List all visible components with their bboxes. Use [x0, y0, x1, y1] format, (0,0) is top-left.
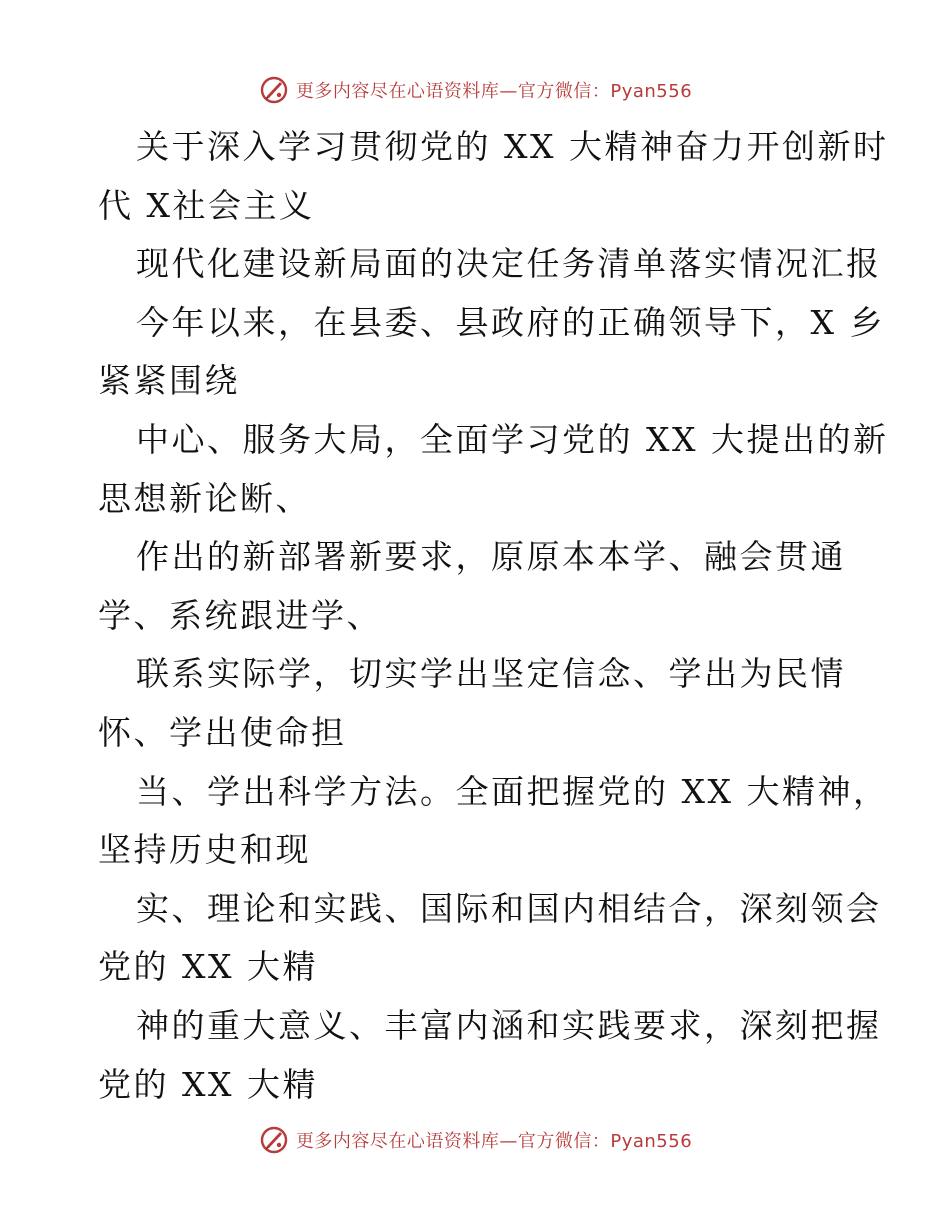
text-line: 思想新论断、: [98, 478, 311, 518]
text-line: 代 X社会主义: [98, 185, 315, 225]
text-line: 联系实际学，切实学出坚定信念、学出为民情: [136, 654, 846, 694]
text-line: 坚持历史和现: [98, 830, 311, 870]
text-line: 中心、服务大局，全面学习党的 XX 大提出的新: [136, 419, 889, 459]
header-watermark: [0, 70, 950, 110]
text-line: 今年以来，在县委、县政府的正确领导下，X 乡: [136, 302, 885, 342]
footer-watermark: [0, 1120, 950, 1160]
text-line: 党的 XX 大精: [98, 1064, 318, 1104]
document-body: [98, 118, 889, 1114]
text-line: 学、系统跟进学、: [98, 595, 382, 635]
quill-pen-logo-icon: [258, 1124, 290, 1156]
watermark-text: 更多内容尽在心语资料库—官方微信：Pyan556: [295, 81, 693, 102]
text-line: 怀、学出使命担: [98, 712, 347, 752]
text-line: 关于深入学习贯彻党的 XX 大精神奋力开创新时: [136, 127, 889, 166]
text-line: 实、理论和实践、国际和国内相结合，深刻领会: [136, 888, 882, 928]
quill-pen-logo-icon: [258, 74, 290, 106]
text-line: 现代化建设新局面的决定任务清单落实情况汇报: [136, 244, 882, 284]
watermark-text: 更多内容尽在心语资料库—官方微信：Pyan556: [295, 1131, 693, 1152]
text-line: 作出的新部署新要求，原原本本学、融会贯通: [136, 537, 846, 577]
text-line: 神的重大意义、丰富内涵和实践要求，深刻把握: [136, 1005, 882, 1045]
text-line: 紧紧围绕: [98, 361, 240, 401]
text-line: 党的 XX 大精: [98, 947, 318, 987]
text-line: 当、学出科学方法。全面把握党的 XX 大精神，: [136, 771, 889, 811]
